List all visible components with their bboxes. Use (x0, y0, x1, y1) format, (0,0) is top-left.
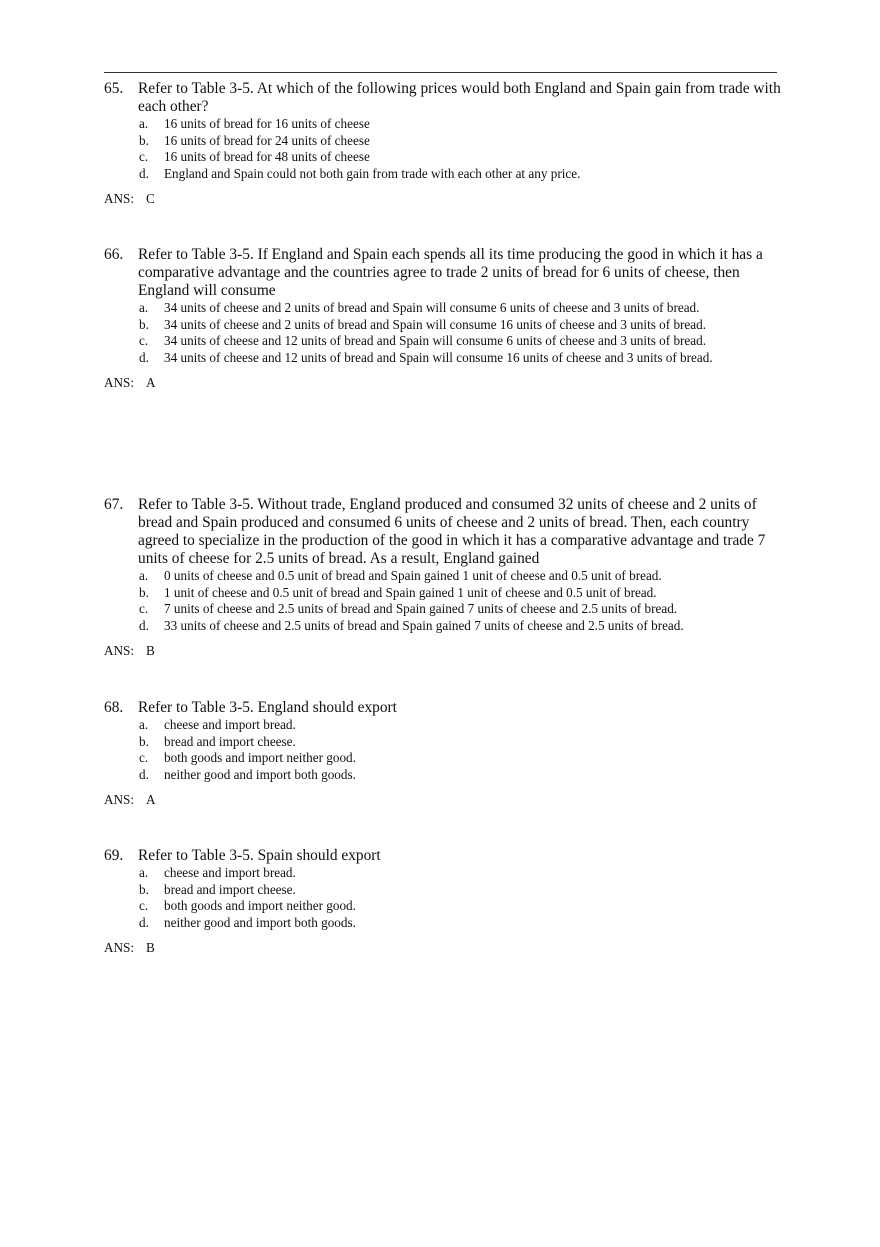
option-c (104, 898, 784, 915)
option-letter: d. (139, 349, 149, 365)
option-d (104, 767, 784, 784)
option-letter: a. (139, 717, 149, 732)
option-d (104, 618, 784, 635)
option-text: 16 units of bread for 48 units of cheese (164, 149, 370, 164)
answer-label: ANS: (104, 643, 135, 658)
option-letter: c. (139, 601, 149, 616)
option-letter: b. (139, 316, 149, 332)
question-text: Refer to Table 3-5. Without trade, England produced and consumed 32 units of cheese and 2 units of bread and Spain produced and consumed 6 units of cheese and 2 units of bread. Then, each country agreed to specialize in the production of the good in which it has a comparative advantage and trade 7 units of cheese for 2.5 units of bread. As a result, England gained (138, 496, 766, 567)
option-b (104, 882, 784, 899)
answer-line (104, 792, 784, 808)
answer-line (104, 643, 784, 659)
question-number: 69. (104, 847, 124, 864)
option-c (104, 149, 784, 166)
option-b (104, 317, 784, 334)
answer-value: B (146, 643, 155, 658)
option-letter: d. (139, 165, 149, 181)
option-text: 7 units of cheese and 2.5 units of bread and Spain gained 7 units of cheese and 2.5 units of bread. (164, 601, 678, 616)
option-list (104, 717, 784, 783)
question-text: Refer to Table 3-5. At which of the following prices would both England and Spain gain from trade with each other? (138, 80, 781, 115)
option-text: 34 units of cheese and 2 units of bread and Spain will consume 16 units of cheese and 3 units of bread. (164, 316, 707, 332)
option-text: bread and import cheese. (164, 881, 296, 897)
option-letter: a. (139, 865, 149, 880)
option-letter: a. (139, 116, 149, 131)
answer-value: C (146, 191, 155, 206)
question-stem (104, 847, 784, 865)
header-rule (104, 72, 777, 73)
option-a (104, 865, 784, 882)
option-list (104, 116, 784, 182)
question-stem (104, 699, 784, 717)
option-b (104, 585, 784, 602)
option-text: both goods and import neither good. (164, 750, 356, 765)
answer-label: ANS: (104, 940, 135, 955)
answer-line (104, 940, 784, 956)
option-a (104, 116, 784, 133)
option-text: cheese and import bread. (164, 865, 296, 880)
question-text: Refer to Table 3-5. If England and Spain each spends all its time producing the good in which it has a comparative advantage and the countries agree to trade 2 units of bread for 6 units of cheese, then England will consume (138, 246, 763, 299)
option-text: cheese and import bread. (164, 717, 296, 732)
option-c (104, 750, 784, 767)
answer-value: A (146, 375, 156, 390)
option-letter: c. (139, 149, 149, 164)
question-65 (104, 80, 784, 207)
option-c (104, 333, 784, 350)
option-list (104, 568, 784, 634)
option-a (104, 300, 784, 317)
answer-value: B (146, 940, 155, 955)
option-text: 34 units of cheese and 12 units of bread and Spain will consume 16 units of cheese and 3 units of bread. (164, 349, 713, 365)
option-text: 16 units of bread for 24 units of cheese (164, 132, 370, 148)
question-stem (104, 246, 784, 300)
option-letter: d. (139, 766, 149, 782)
answer-line (104, 375, 784, 391)
option-text: 0 units of cheese and 0.5 unit of bread and Spain gained 1 unit of cheese and 0.5 unit of bread. (164, 568, 662, 583)
answer-line (104, 191, 784, 207)
option-b (104, 133, 784, 150)
question-text: Refer to Table 3-5. Spain should export (138, 847, 381, 864)
option-letter: c. (139, 898, 149, 913)
question-69 (104, 847, 784, 956)
answer-label: ANS: (104, 191, 135, 206)
option-letter: d. (139, 914, 149, 930)
option-letter: b. (139, 132, 149, 148)
answer-label: ANS: (104, 375, 135, 390)
option-text: 34 units of cheese and 2 units of bread and Spain will consume 6 units of cheese and 3 units of bread. (164, 300, 700, 315)
question-number: 66. (104, 246, 124, 263)
option-d (104, 350, 784, 367)
question-68 (104, 699, 784, 808)
option-a (104, 717, 784, 734)
option-text: 33 units of cheese and 2.5 units of bread and Spain gained 7 units of cheese and 2.5 units of bread. (164, 617, 684, 633)
option-letter: b. (139, 881, 149, 897)
question-number: 67. (104, 496, 124, 513)
option-letter: c. (139, 333, 149, 348)
option-c (104, 601, 784, 618)
question-number: 65. (104, 80, 124, 97)
option-text: both goods and import neither good. (164, 898, 356, 913)
option-letter: a. (139, 568, 149, 583)
question-stem (104, 80, 784, 116)
option-list (104, 300, 784, 366)
question-number: 68. (104, 699, 124, 716)
question-66 (104, 246, 784, 391)
option-text: 34 units of cheese and 12 units of bread and Spain will consume 6 units of cheese and 3 units of bread. (164, 333, 707, 348)
question-stem (104, 496, 784, 568)
option-d (104, 915, 784, 932)
option-letter: a. (139, 300, 149, 315)
option-list (104, 865, 784, 931)
option-letter: c. (139, 750, 149, 765)
option-b (104, 734, 784, 751)
answer-value: A (146, 792, 156, 807)
option-text: neither good and import both goods. (164, 766, 356, 782)
question-67 (104, 496, 784, 659)
option-text: 16 units of bread for 16 units of cheese (164, 116, 370, 131)
option-d (104, 166, 784, 183)
option-text: England and Spain could not both gain from trade with each other at any price. (164, 165, 581, 181)
option-text: neither good and import both goods. (164, 914, 356, 930)
option-letter: b. (139, 584, 149, 600)
option-text: 1 unit of cheese and 0.5 unit of bread and Spain gained 1 unit of cheese and 0.5 unit of bread. (164, 584, 657, 600)
answer-label: ANS: (104, 792, 135, 807)
option-a (104, 568, 784, 585)
option-letter: b. (139, 733, 149, 749)
option-letter: d. (139, 617, 149, 633)
option-text: bread and import cheese. (164, 733, 296, 749)
question-text: Refer to Table 3-5. England should export (138, 699, 397, 716)
